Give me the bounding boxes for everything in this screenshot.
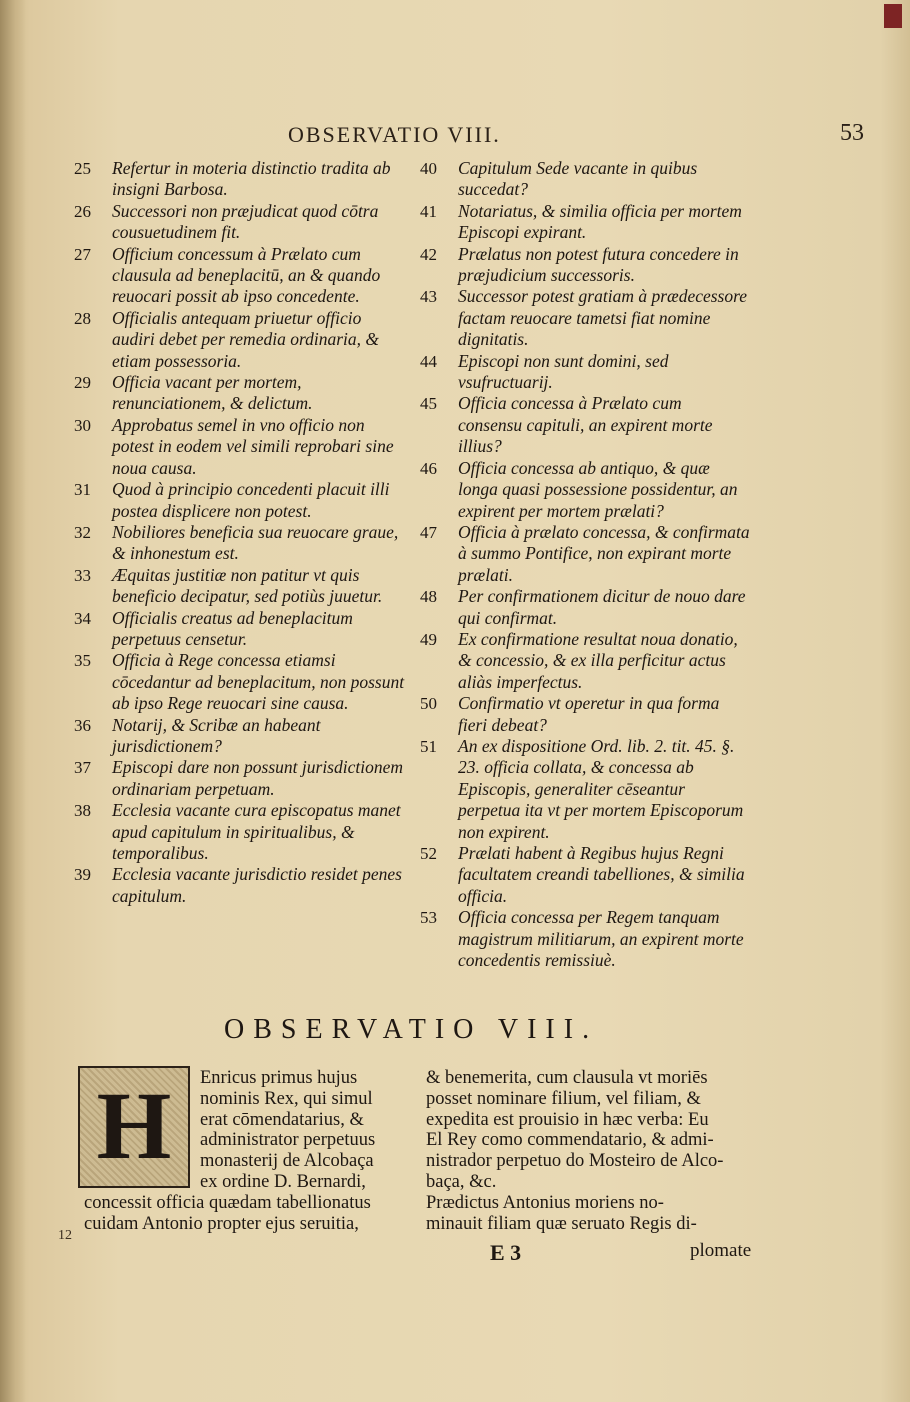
- entry-text: Notarij, & Scribæ an habeant jurisdictionem?: [112, 714, 321, 756]
- entry-number: 35: [74, 651, 91, 671]
- summary-entry: [420, 522, 750, 586]
- section-title: OBSERVATIO VIII.: [224, 1014, 599, 1045]
- summary-entry: [420, 629, 750, 693]
- summary-entry: [74, 479, 406, 522]
- entry-text: An ex dispositione Ord. lib. 2. tit. 45. §. 23. officia collata, & concessa ab Episcopis, generaliter cēseantur perpetua ita vt per mortem Episcoporum non expirent.: [458, 735, 744, 842]
- body-text-left-bottom: [84, 1193, 404, 1235]
- entry-number: 41: [420, 201, 437, 221]
- body-text-right: [426, 1068, 752, 1234]
- entry-text: Episcopi non sunt domini, sed vsufructuarij.: [458, 350, 669, 393]
- entry-text: Nobiliores beneficia sua reuocare graue, & inhonestum est.: [112, 521, 399, 564]
- entry-number: 31: [74, 480, 91, 500]
- summary-entry: [420, 843, 750, 907]
- entry-text: Successori non præjudicat quod cōtra cousuetudinem fit.: [112, 200, 379, 243]
- catchword: plomate: [690, 1240, 752, 1261]
- summary-entry: [420, 458, 750, 522]
- summary-entry: [74, 158, 406, 201]
- entry-text: Officia concessa à Prælato cum consensu capituli, an expirent morte illius?: [458, 393, 713, 457]
- summary-entry: [420, 201, 750, 244]
- summary-entry: [74, 308, 406, 372]
- summary-column-left: [74, 158, 406, 907]
- entry-text: Officia concessa ab antiquo, & quæ longa quasi possessione possidentur, an expirent per mortem prælati?: [458, 457, 738, 521]
- entry-number: 44: [420, 351, 437, 371]
- text-line: & benemerita, cum clausula vt moriēs: [426, 1068, 708, 1088]
- margin-mark: 12: [58, 1228, 72, 1243]
- entry-number: 48: [420, 587, 437, 607]
- decorated-initial: [78, 1066, 190, 1188]
- entry-text: Æquitas justitiæ non patitur vt quis beneficio decipatur, sed potiùs juuetur.: [112, 564, 383, 607]
- summary-entry: [74, 757, 406, 800]
- entry-text: Confirmatio vt operetur in qua forma fieri debeat?: [458, 693, 720, 735]
- entry-text: Refertur in moteria distinctio tradita ab insigni Barbosa.: [112, 158, 391, 200]
- entry-number: 52: [420, 844, 437, 863]
- summary-entry: [74, 565, 406, 608]
- bookmark-ribbon: [884, 4, 902, 28]
- summary-entry: [74, 650, 406, 714]
- summary-entry: [420, 351, 750, 394]
- entry-number: 30: [74, 415, 91, 435]
- entry-number: 36: [74, 715, 91, 735]
- entry-number: 42: [420, 244, 437, 264]
- entry-number: 50: [420, 694, 437, 714]
- entry-number: 39: [74, 865, 91, 885]
- entry-number: 27: [74, 244, 91, 264]
- entry-number: 29: [74, 373, 91, 393]
- entry-number: 51: [420, 736, 437, 756]
- folio-number: 53: [840, 120, 864, 146]
- summary-entry: [420, 158, 750, 201]
- entry-number: 47: [420, 522, 437, 542]
- summary-entry: [420, 393, 750, 457]
- summary-entry: [420, 693, 750, 736]
- entry-text: Successor potest gratiam à prædecessore factam reuocare tametsi fiat nomine dignitatis.: [458, 286, 748, 350]
- summary-entry: [74, 201, 406, 244]
- entry-text: Prælati habent à Regibus hujus Regni facultatem creandi tabelliones, & similia officia.: [458, 843, 745, 906]
- body-text-left-top: [200, 1068, 406, 1193]
- text-line: monasterij de Alcobaça: [200, 1151, 374, 1172]
- running-title: OBSERVATIO VIII.: [288, 122, 501, 147]
- entry-text: Ecclesia vacante cura episcopatus manet apud capitulum in spiritualibus, & temporalibus.: [112, 800, 401, 863]
- entry-text: Per confirmationem dicitur de nouo dare qui confirmat.: [458, 586, 746, 628]
- summary-entry: [420, 736, 750, 843]
- text-line: Enricus primus hujus: [200, 1068, 358, 1088]
- text-line: cuidam Antonio propter ejus seruitia,: [84, 1213, 359, 1234]
- entry-number: 34: [74, 608, 91, 628]
- summary-column-right: [420, 158, 750, 971]
- page-gutter-shadow: [0, 0, 26, 1402]
- summary-entry: [420, 907, 750, 971]
- entry-text: Officialis creatus ad beneplacitum perpetuus censetur.: [112, 607, 353, 649]
- text-line: concessit officia quædam tabellionatus: [84, 1193, 371, 1213]
- entry-text: Approbatus semel in vno officio non potest in eodem vel simili reprobari sine noua causa.: [112, 414, 394, 478]
- summary-entry: [74, 522, 406, 565]
- page-header: [160, 118, 864, 154]
- summary-entry: [74, 372, 406, 415]
- text-line: baça, &c.: [426, 1171, 497, 1192]
- summary-entry: [420, 244, 750, 287]
- entry-number: 45: [420, 394, 437, 414]
- entry-text: Officia à Rege concessa etiamsi cōcedantur ad beneplacitum, non possunt ab ipso Rege reuocari sine causa.: [112, 650, 405, 714]
- text-line: Prædictus Antonius moriens no-: [426, 1192, 664, 1213]
- summary-entry: [74, 415, 406, 479]
- text-line: posset nominare filium, vel filiam, &: [426, 1088, 701, 1109]
- summary-entry: [74, 864, 406, 907]
- entry-number: 37: [74, 758, 91, 778]
- entry-text: Officia concessa per Regem tanquam magistrum militiarum, an expirent morte concedentis remissiuè.: [458, 907, 744, 971]
- text-line: El Rey como commendatario, & admi-: [426, 1130, 714, 1151]
- entry-number: 49: [420, 629, 437, 649]
- entry-text: Officia vacant per mortem, renunciationem, & delictum.: [112, 372, 313, 414]
- entry-number: 25: [74, 159, 91, 178]
- text-line: minauit filiam quæ seruato Regis di-: [426, 1213, 697, 1234]
- summary-entry: [74, 608, 406, 651]
- summary-entry: [74, 800, 406, 864]
- text-line: expedita est prouisio in hæc verba: Eu: [426, 1109, 709, 1130]
- entry-number: 32: [74, 522, 91, 542]
- entry-number: 53: [420, 908, 437, 928]
- signature-mark: E 3: [490, 1240, 522, 1265]
- entry-text: Episcopi dare non possunt jurisdictionem ordinariam perpetuam.: [112, 757, 404, 799]
- entry-text: Prælatus non potest futura concedere in præjudicium successoris.: [458, 243, 739, 286]
- entry-number: 38: [74, 801, 91, 821]
- summary-entry: [74, 244, 406, 308]
- entry-number: 46: [420, 458, 437, 478]
- initial-letter: H: [96, 1072, 172, 1179]
- entry-text: Ex confirmatione resultat noua donatio, & concessio, & ex illa perficitur actus aliàs imperfectus.: [458, 628, 738, 692]
- entry-text: Officia à prælato concessa, & confirmata à summo Pontifice, non expirant morte prælati.: [458, 521, 750, 585]
- entry-number: 33: [74, 565, 91, 585]
- entry-number: 43: [420, 287, 437, 307]
- entry-number: 40: [420, 159, 437, 178]
- text-line: nominis Rex, qui simul: [200, 1088, 373, 1109]
- entry-text: Capitulum Sede vacante in quibus succedat?: [458, 158, 698, 200]
- entry-text: Ecclesia vacante jurisdictio residet penes capitulum.: [112, 864, 402, 906]
- text-line: administrator perpetuus: [200, 1130, 376, 1151]
- entry-text: Quod à principio concedenti placuit illi postea displicere non potest.: [112, 479, 390, 521]
- text-line: erat cōmendatarius, &: [200, 1109, 364, 1130]
- summary-entry: [420, 586, 750, 629]
- summary-entry: [74, 715, 406, 758]
- entry-number: 26: [74, 201, 91, 221]
- entry-text: Officialis antequam priuetur officio audiri debet per remedia ordinaria, & etiam possessoria.: [112, 307, 380, 371]
- entry-text: Notariatus, & similia officia per mortem Episcopi expirant.: [458, 200, 742, 243]
- text-line: ex ordine D. Bernardi,: [200, 1171, 366, 1192]
- text-line: nistrador perpetuo do Mosteiro de Alco-: [426, 1151, 724, 1172]
- summary-entry: [420, 286, 750, 350]
- entry-text: Officium concessum à Prælato cum clausula ad beneplacitū, an & quando reuocari possit ab ipso concedente.: [112, 243, 381, 307]
- entry-number: 28: [74, 308, 91, 328]
